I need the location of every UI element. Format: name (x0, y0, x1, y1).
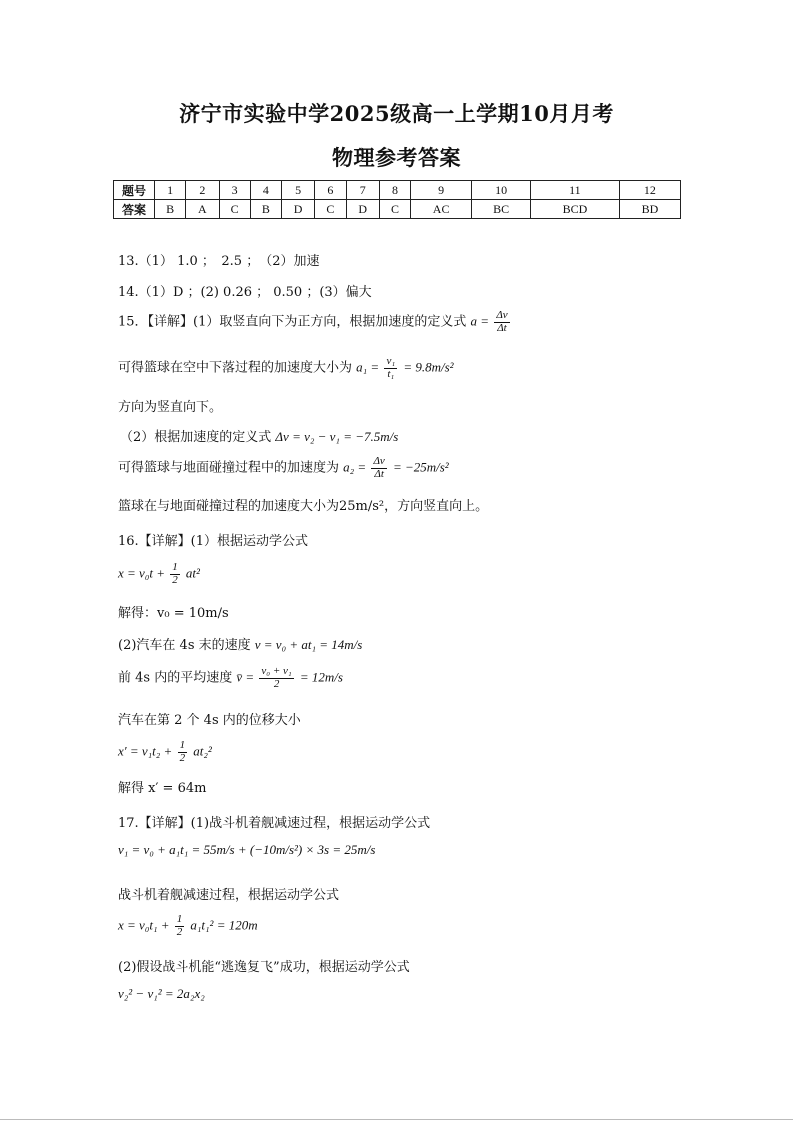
fraction-denominator: Δt (497, 321, 507, 334)
fraction-numerator: 1 (179, 739, 186, 751)
fraction-numerator: 1 (172, 561, 178, 573)
table-cell: 4 (250, 181, 281, 200)
table-cell: BCD (531, 200, 620, 219)
table-cell: 1 (155, 181, 186, 200)
fraction-denominator: 2 (172, 573, 178, 586)
page-title: 济宁市实验中学2025级高一上学期10月月考 (179, 101, 614, 126)
table-cell: BC (472, 200, 531, 219)
table-cell: 3 (219, 181, 250, 200)
q15-line5-rhs: = −25m/s² (392, 459, 449, 475)
q16-eq1 (118, 562, 200, 586)
q15-line5-text: 可得篮球与地面碰撞过程中的加速度为 (118, 460, 340, 476)
q15-line2 (118, 356, 454, 380)
q15-line2-rhs: = 9.8m/s² (403, 359, 454, 375)
table-cell: 8 (379, 181, 410, 200)
q15-line6: 篮球在与地面碰撞过程的加速度大小为25m/s²，方向竖直向上。 (118, 499, 489, 514)
q16-solve1: 解得：v₀ = 10m/s (118, 606, 229, 621)
q16-eq2 (118, 740, 212, 764)
fraction-denominator: Δt (374, 467, 384, 480)
fraction-numerator: v₁ (386, 355, 396, 367)
fraction-numerator: 1 (176, 913, 183, 925)
fraction-denominator: t₁ (387, 367, 395, 380)
fraction-denominator: 2 (273, 677, 280, 690)
q15-line1 (118, 310, 512, 334)
table-cell: 7 (346, 181, 379, 200)
q15-line5-lhs: a₂ = (343, 459, 370, 475)
table-cell: 2 (186, 181, 219, 200)
q16-part2-eq: v = v₀ + at₁ = 14m/s (254, 637, 363, 652)
q13-answer: 13.（1） 1.0 ； 2.5 ； （2）加速 (118, 254, 320, 269)
table-cell: D (281, 200, 314, 219)
fraction-denominator: 2 (176, 925, 183, 938)
q16-solve2: 解得 x′ = 64m (118, 781, 207, 796)
q15-line2-fraction (384, 356, 397, 380)
table-header-number: 题号 (114, 181, 155, 200)
q16-avg-fraction (259, 666, 293, 690)
q15-line4 (120, 426, 398, 445)
table-cell: 11 (531, 181, 620, 200)
fraction-denominator: 2 (179, 751, 186, 764)
q16-eq1-fraction (170, 562, 180, 586)
table-cell: 5 (281, 181, 314, 200)
answer-table (113, 180, 681, 219)
table-cell: C (315, 200, 346, 219)
q15-line5 (118, 456, 449, 480)
q16-avg (118, 666, 343, 690)
q16-intro: 16.【详解】(1）根据运动学公式 (118, 534, 309, 549)
q16-part2 (118, 634, 362, 653)
q14-answer: 14.（1）D ；(2) 0.26 ； 0.50 ；(3）偏大 (118, 285, 372, 300)
q15-line2-text: 可得篮球在空中下落过程的加速度大小为 (118, 360, 353, 376)
table-cell: 12 (619, 181, 680, 200)
q16-disp-text: 汽车在第 2 个 4s 内的位移大小 (118, 713, 301, 728)
q16-eq2-rhs: at₂² (193, 743, 212, 759)
table-cell: C (219, 200, 250, 219)
table-header-answer: 答案 (114, 200, 155, 219)
q15-line3: 方向为竖直向下。 (118, 400, 223, 415)
q17-intro: 17.【详解】(1)战斗机着舰减速过程，根据运动学公式 (118, 816, 431, 831)
table-cell: D (346, 200, 379, 219)
fraction-numerator: Δv (373, 455, 385, 467)
q17-eq2-fraction (175, 914, 185, 938)
table-cell: A (186, 200, 219, 219)
q16-part2-text: (2)汽车在 4s 末的速度 (118, 638, 251, 653)
table-cell: 9 (411, 181, 472, 200)
q16-eq1-rhs: at² (185, 565, 200, 581)
q15-line5-fraction (371, 456, 386, 480)
q17-eq1: v₁ = v₀ + a₁t₁ = 55m/s + (−10m/s²) × 3s = 25m/s (118, 842, 376, 857)
q17-eq3: v₂² − v₁² = 2a₂x₂ (118, 986, 205, 1001)
q16-eq2-lhs: x′ = v₁t₂ + (118, 743, 176, 759)
q16-avg-text: 前 4s 内的平均速度 (118, 670, 233, 686)
table-row-answers (114, 200, 681, 219)
table-cell: BD (619, 200, 680, 219)
q16-avg-lhs: v̄ = (236, 669, 258, 685)
table-cell: B (155, 200, 186, 219)
q17-line3: (2)假设战斗机能“逃逸复飞”成功，根据运动学公式 (118, 960, 410, 975)
q15-eq1-fraction (494, 310, 509, 334)
table-cell: AC (411, 200, 472, 219)
q15-line4-eq: Δv = v₂ − v₁ = −7.5m/s (275, 429, 399, 444)
table-cell: C (379, 200, 410, 219)
q17-eq2-lhs: x = v₀t₁ + (118, 917, 173, 933)
q17-eq2 (118, 914, 258, 938)
q15-intro: 15．【详解】(1）取竖直向下为正方向，根据加速度的定义式 (118, 314, 467, 330)
table-cell: 6 (315, 181, 346, 200)
page-bottom-divider (0, 1119, 793, 1120)
q15-line4-text: （2）根据加速度的定义式 (120, 430, 272, 445)
table-cell: B (250, 200, 281, 219)
fraction-numerator: v₀ + v₁ (261, 665, 292, 677)
table-cell: 10 (472, 181, 531, 200)
q16-eq2-fraction (178, 740, 188, 764)
q16-eq1-lhs: x = v₀t + (118, 565, 169, 581)
fraction-numerator: Δv (496, 309, 508, 321)
page-subtitle: 物理参考答案 (332, 145, 461, 170)
q15-eq1-lhs: a = (470, 313, 493, 329)
q16-avg-rhs: = 12m/s (299, 669, 343, 685)
q17-eq2-rhs: a₁t₁² = 120m (190, 917, 258, 933)
q15-line2-lhs: a₁ = (356, 359, 383, 375)
q17-line2: 战斗机着舰减速过程，根据运动学公式 (118, 888, 340, 903)
table-row-numbers (114, 181, 681, 200)
